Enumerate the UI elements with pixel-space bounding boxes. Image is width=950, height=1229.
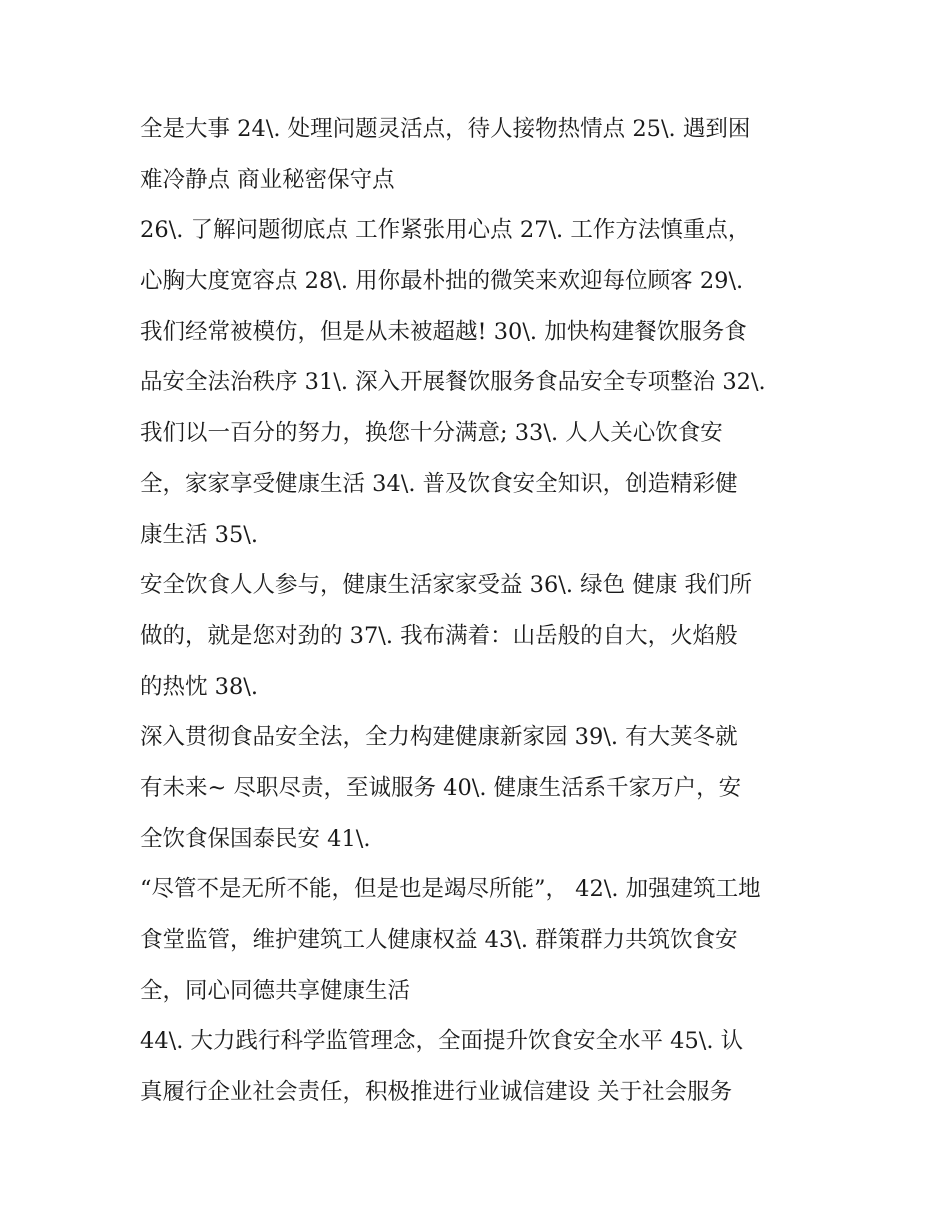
text-line: 安全饮食人人参与，健康生活家家受益 36\. 绿色 健康 我们所: [140, 572, 752, 599]
text-line: 全，家家享受健康生活 34\. 普及饮食安全知识，创造精彩健: [140, 470, 738, 497]
text-line: 做的，就是您对劲的 37\. 我布满着：山岳般的自大，火焰般: [140, 622, 738, 649]
document-body: [140, 104, 830, 1118]
text-line: 我们经常被模仿，但是从未被超越! 30\. 加快构建餐饮服务食: [140, 318, 747, 345]
text-line: 难冷静点 商业秘密保守点: [140, 166, 395, 193]
text-line: 品安全法治秩序 31\. 深入开展餐饮服务食品安全专项整治 32\.: [140, 369, 766, 396]
text-line: 食堂监管，维护建筑工人健康权益 43\. 群策群力共筑饮食安: [140, 927, 738, 953]
text-line: 全是大事 24\. 处理问题灵活点，待人接物热情点 25\. 遇到困: [140, 116, 751, 142]
text-line: 全饮食保国泰民安 41\.: [140, 825, 371, 852]
text-line: 的热忱 38\.: [140, 673, 259, 700]
text-line: 有未来~ 尽职尽责，至诚服务 40\. 健康生活系千家万户，安: [140, 774, 742, 801]
text-line: 深入贯彻食品安全法，全力构建健康新家园 39\. 有大荚冬就: [140, 724, 738, 751]
text-line: 全，同心同德共享健康生活: [140, 977, 411, 1004]
text-line: 44\. 大力践行科学监管理念，全面提升饮食安全水平 45\. 认: [140, 1028, 744, 1055]
text-line: 26\. 了解问题彻底点 工作紧张用心点 27\. 工作方法慎重点，: [140, 217, 751, 244]
text-line: 我们以一百分的努力，换您十分满意; 33\. 人人关心饮食安: [140, 420, 723, 447]
text-line: 康生活 35\.: [140, 521, 259, 548]
text-line: “尽管不是无所不能，但是也是竭尽所能”， 42\. 加强建筑工地: [140, 876, 761, 903]
text-line: 真履行企业社会责任，积极推进行业诚信建设 关于社会服务: [140, 1079, 733, 1106]
text-line: 心胸大度宽容点 28\. 用你最朴拙的微笑来欢迎每位顾客 29\.: [140, 268, 744, 295]
